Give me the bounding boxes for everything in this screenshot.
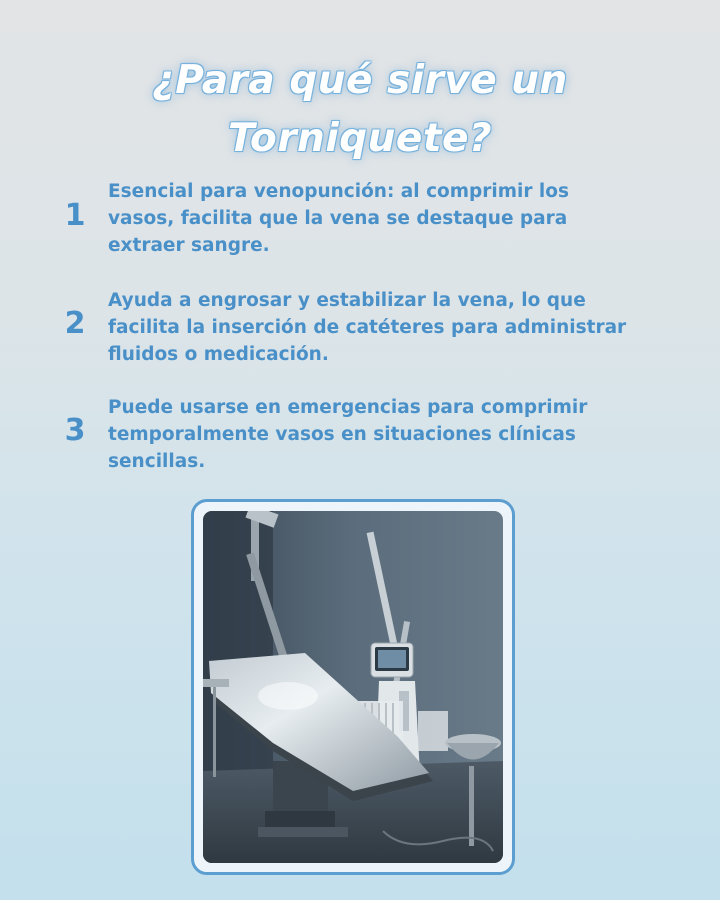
title-line-1: ¿Para qué sirve un [152, 58, 568, 103]
list-item [0, 287, 720, 383]
medical-room-photo [203, 511, 503, 863]
item-text: Puede usarse en emergencias para comprimir temporalmente vasos en situaciones clínicas sencillas. [108, 397, 588, 472]
item-number: 1 [64, 198, 86, 233]
title-line-2: Torniquete? [227, 116, 493, 161]
item-text: Esencial para venopunción: al comprimir los vasos, facilita que la vena se destaque para extraer sangre. [108, 181, 569, 256]
list-item [0, 176, 720, 272]
operating-table-illustration [203, 511, 503, 863]
page-title [0, 52, 720, 168]
list-item [0, 394, 720, 490]
item-number: 3 [64, 413, 86, 448]
photo-frame [191, 499, 515, 875]
item-text: Ayuda a engrosar y estabilizar la vena, lo que facilita la inserción de catéteres para administrar fluidos o medicación. [108, 290, 627, 365]
item-number: 2 [64, 306, 86, 341]
